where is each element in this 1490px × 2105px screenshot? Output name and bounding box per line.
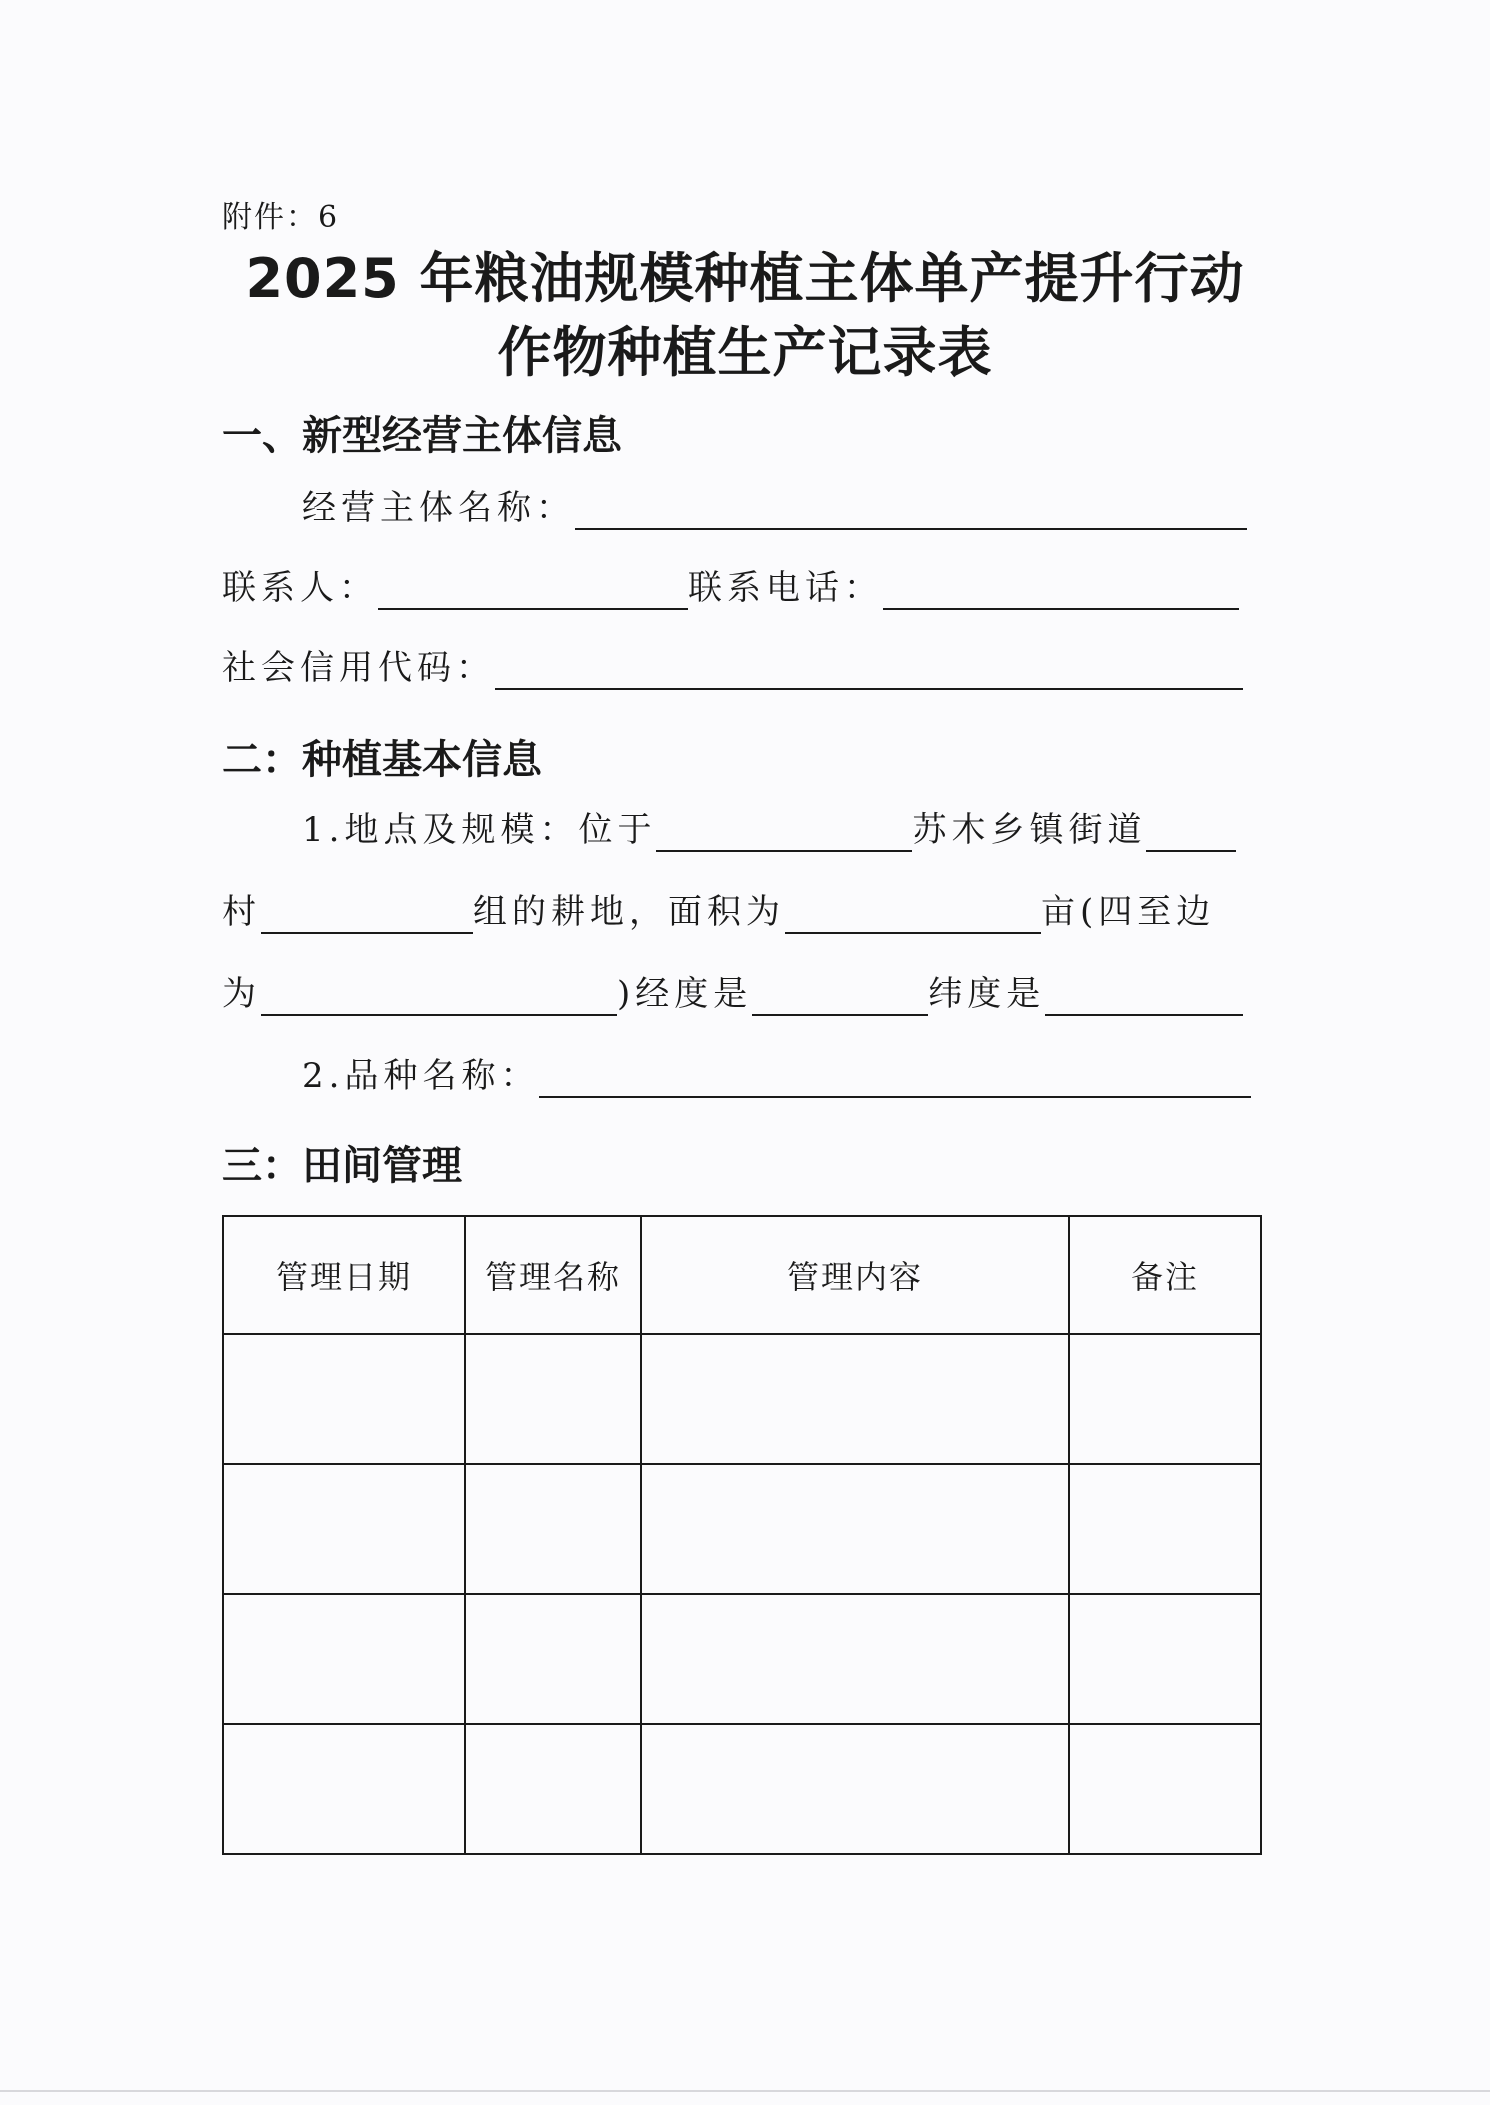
street-field[interactable] bbox=[1146, 812, 1236, 852]
field-management-table bbox=[222, 1215, 1262, 1855]
mu-label: 亩(四至边 bbox=[1041, 892, 1216, 932]
table-row bbox=[223, 1334, 1261, 1464]
contact-field[interactable] bbox=[378, 570, 688, 610]
table-cell[interactable] bbox=[223, 1334, 465, 1464]
variety-row bbox=[302, 1054, 1251, 1098]
table-cell[interactable] bbox=[641, 1464, 1069, 1594]
table-cell[interactable] bbox=[465, 1724, 641, 1854]
section2-heading: 二：种植基本信息 bbox=[222, 737, 542, 783]
table-cell[interactable] bbox=[641, 1334, 1069, 1464]
location-prefix: 1.地点及规模：位于 bbox=[302, 810, 657, 850]
column-header-remarks: 备注 bbox=[1069, 1216, 1261, 1334]
attachment-label: 附件：6 bbox=[222, 200, 340, 235]
entity-name-row bbox=[302, 486, 1247, 530]
longitude-field[interactable] bbox=[752, 976, 928, 1016]
contact-label: 联系人： bbox=[222, 568, 378, 608]
table-cell[interactable] bbox=[465, 1464, 641, 1594]
town-label: 苏木乡镇街道 bbox=[912, 810, 1147, 850]
entity-name-label: 经营主体名称： bbox=[302, 488, 575, 528]
table-cell[interactable] bbox=[641, 1724, 1069, 1854]
table-cell[interactable] bbox=[223, 1594, 465, 1724]
table-cell[interactable] bbox=[465, 1334, 641, 1464]
credit-code-field[interactable] bbox=[495, 650, 1243, 690]
column-header-name: 管理名称 bbox=[465, 1216, 641, 1334]
village-label: 村 bbox=[222, 892, 261, 932]
document-title-line2: 作物种植生产记录表 bbox=[497, 321, 993, 384]
section1-heading: 一、新型经营主体信息 bbox=[222, 413, 622, 459]
entity-name-field[interactable] bbox=[575, 490, 1247, 530]
table-header-row bbox=[223, 1216, 1261, 1334]
area-field[interactable] bbox=[785, 894, 1041, 934]
latitude-field[interactable] bbox=[1045, 976, 1243, 1016]
latitude-label: 纬度是 bbox=[928, 974, 1046, 1014]
table-cell[interactable] bbox=[1069, 1594, 1261, 1724]
phone-field[interactable] bbox=[883, 570, 1239, 610]
group-label: 组的耕地，面积为 bbox=[473, 892, 785, 932]
table-cell[interactable] bbox=[1069, 1724, 1261, 1854]
table-row bbox=[223, 1464, 1261, 1594]
document-title-line1: 2025 年粮油规模种植主体单产提升行动 bbox=[245, 247, 1245, 310]
credit-code-row bbox=[222, 646, 1243, 690]
village-row bbox=[222, 890, 1215, 934]
table-cell[interactable] bbox=[465, 1594, 641, 1724]
table-cell[interactable] bbox=[223, 1724, 465, 1854]
table-cell[interactable] bbox=[223, 1464, 465, 1594]
longitude-label: )经度是 bbox=[617, 974, 753, 1014]
section3-heading: 三：田间管理 bbox=[222, 1143, 462, 1189]
boundary-field[interactable] bbox=[261, 976, 617, 1016]
column-header-content: 管理内容 bbox=[641, 1216, 1069, 1334]
scan-bottom-edge bbox=[0, 2090, 1490, 2092]
table-row bbox=[223, 1724, 1261, 1854]
credit-code-label: 社会信用代码： bbox=[222, 648, 495, 688]
contact-row bbox=[222, 566, 1239, 610]
variety-label: 2.品种名称： bbox=[302, 1056, 540, 1096]
table-row bbox=[223, 1594, 1261, 1724]
variety-field[interactable] bbox=[539, 1058, 1251, 1098]
phone-label: 联系电话： bbox=[688, 568, 883, 608]
coordinates-row bbox=[222, 972, 1243, 1016]
boundary-label: 为 bbox=[222, 974, 261, 1014]
table-cell[interactable] bbox=[1069, 1464, 1261, 1594]
town-field[interactable] bbox=[656, 812, 912, 852]
table-cell[interactable] bbox=[1069, 1334, 1261, 1464]
column-header-date: 管理日期 bbox=[223, 1216, 465, 1334]
table-cell[interactable] bbox=[641, 1594, 1069, 1724]
village-field[interactable] bbox=[261, 894, 473, 934]
location-row bbox=[302, 808, 1236, 852]
